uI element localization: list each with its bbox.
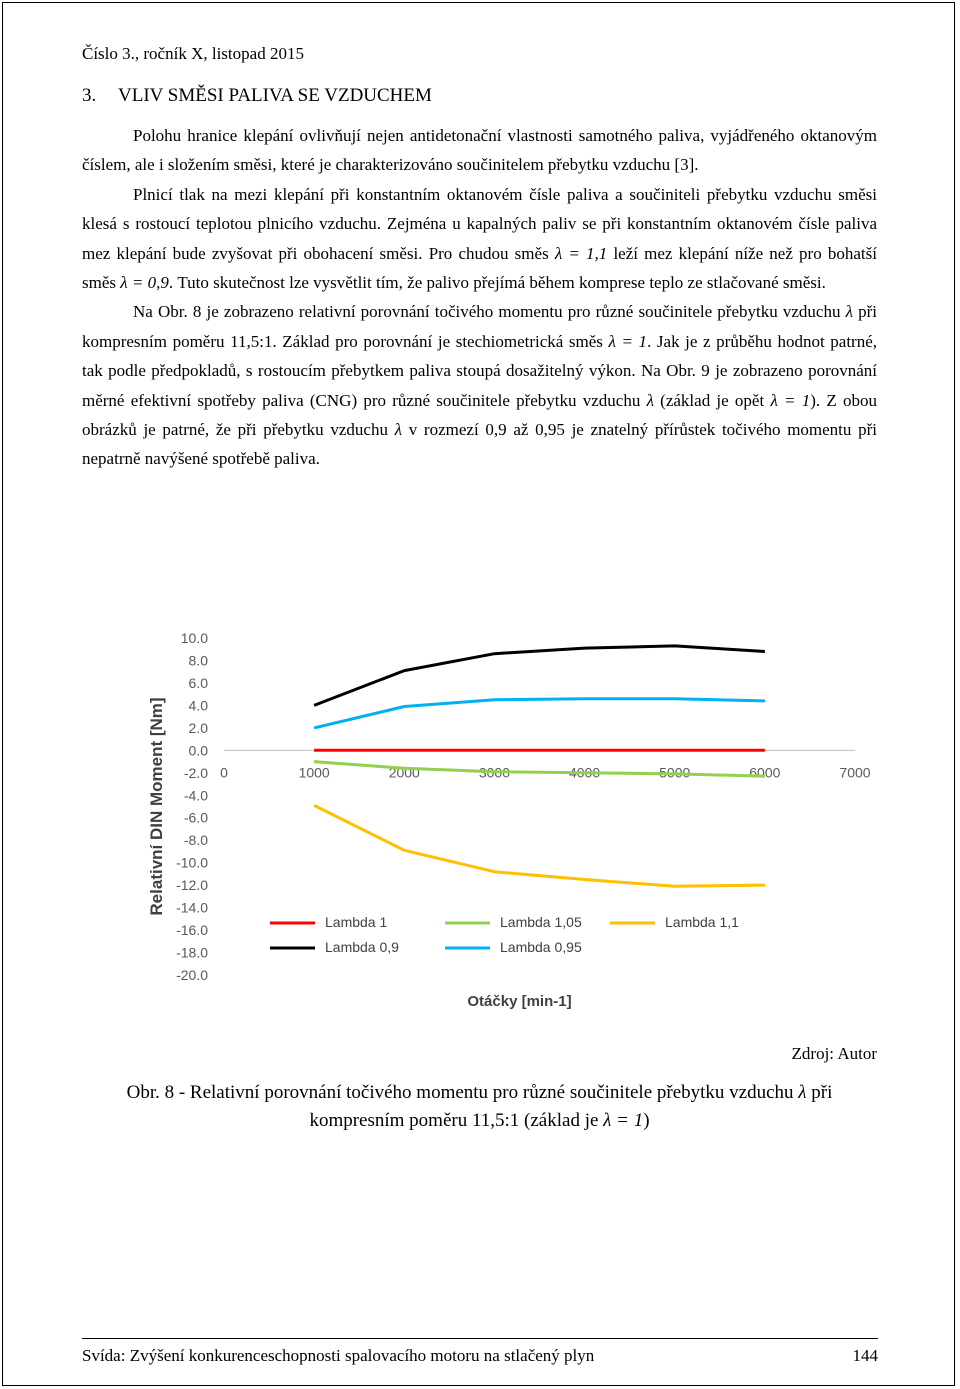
lambda-symbol: λ xyxy=(798,1082,807,1103)
text-run: Obr. 8 - Relativní porovnání točivého momentu pro různé součinitele přebytku vzduchu xyxy=(126,1082,799,1103)
text-run: ). Z obou obrázků je patrné, že při přebytku vzduchu xyxy=(82,390,877,440)
lambda-symbol: λ xyxy=(394,420,403,440)
x-tick-label: 5000 xyxy=(659,764,691,781)
text-run: ) xyxy=(643,1110,650,1131)
y-tick-label: 4.0 xyxy=(188,697,208,714)
text-run: Na Obr. 8 je zobrazeno relativní porovnání točivého momentu pro různé součinitele přebytku vzduchu xyxy=(133,302,846,322)
series-line xyxy=(314,805,765,886)
x-tick-label: 0 xyxy=(220,764,228,781)
text-run: (základ je opět xyxy=(653,390,771,410)
figure-caption xyxy=(82,1079,877,1135)
y-tick-label: -16.0 xyxy=(176,922,208,939)
y-tick-label: -6.0 xyxy=(183,809,208,826)
lambda-symbol: λ xyxy=(646,390,654,410)
torque-chart xyxy=(140,620,880,1030)
section-number: 3. xyxy=(82,85,97,106)
paragraph-3 xyxy=(82,297,877,473)
text-run: při kompresním poměru 11,5:1. Základ pro porovnání je stechiometrická směs xyxy=(82,302,877,351)
x-tick-label: 7000 xyxy=(839,764,871,781)
text-run: . Jak je z průběhu hodnot patrné, tak podle předpokladů, s rostoucím přebytkem paliva stoupá dosažitelný výkon. Na Obr. 9 je zobrazeno porovnání měrné efektivní spotřeby paliva (CNG) pro různé součinitele přebytku vzduchu xyxy=(82,331,877,410)
legend-label: Lambda 0,9 xyxy=(325,939,399,955)
text-run: . Tuto skutečnost lze vysvětlit tím, že palivo přejímá během komprese teplo ze stlačované směsi. xyxy=(168,273,826,293)
legend-label: Lambda 1,05 xyxy=(500,914,582,930)
x-tick-label: 3000 xyxy=(478,764,511,781)
footer-text: Svída: Zvýšení konkurenceschopnosti spalovacího motoru na stlačený plyn xyxy=(82,1346,595,1365)
x-tick-label: 4000 xyxy=(568,764,601,781)
series-line xyxy=(314,646,765,706)
y-axis-label: Relativní DIN Moment [Nm] xyxy=(147,697,166,916)
text-run: při kompresním poměru 11,5:1 (základ je xyxy=(309,1082,833,1131)
series-line xyxy=(314,699,765,728)
y-tick-label: -4.0 xyxy=(183,787,208,804)
lambda-value: λ = 0,9 xyxy=(120,273,169,293)
running-footer xyxy=(82,1346,878,1366)
y-tick-label: 2.0 xyxy=(188,719,208,736)
y-tick-label: -18.0 xyxy=(176,944,208,961)
legend-label: Lambda 1,1 xyxy=(665,914,739,930)
lambda-value: λ = 1 xyxy=(608,331,648,351)
page-number: 144 xyxy=(852,1346,878,1365)
x-tick-label: 6000 xyxy=(749,764,781,781)
text-run: v rozmezí 0,9 až 0,95 je znatelný přírůstek točivého momentu při nepatrně navýšené spotřebě paliva. xyxy=(82,420,877,469)
y-tick-label: -10.0 xyxy=(176,854,208,871)
x-tick-label: 2000 xyxy=(388,764,420,781)
text-run: leží mez klepání níže než pro bohatší směs xyxy=(82,243,877,293)
lambda-value: λ = 1,1 xyxy=(554,243,608,263)
y-tick-label: 10.0 xyxy=(180,630,208,646)
figure-source: Zdroj: Autor xyxy=(791,1044,877,1063)
y-tick-label: 6.0 xyxy=(188,674,208,691)
section-heading xyxy=(82,85,432,107)
y-tick-label: -12.0 xyxy=(176,877,208,894)
y-tick-label: 8.0 xyxy=(188,652,208,669)
section-title: VLIV SMĚSI PALIVA SE VZDUCHEM xyxy=(118,85,432,106)
legend-label: Lambda 1 xyxy=(325,914,388,930)
legend-label: Lambda 0,95 xyxy=(500,939,582,955)
series-line xyxy=(314,762,765,777)
paragraph-2 xyxy=(82,180,877,298)
x-tick-label: 1000 xyxy=(298,764,330,781)
footer-rule xyxy=(82,1338,878,1339)
text-run: Plnicí tlak na mezi klepání při konstantním oktanovém čísle paliva a součiniteli přebytku vzduchu směsi klesá s rostoucí teplotou plnicího vzduchu. Zejména u kapalných paliv se při konstantním oktanovém čísle paliva mez klepání bude zvyšovat při obohacení směsi. Pro chudou směs xyxy=(82,184,877,263)
y-tick-label: -8.0 xyxy=(183,832,208,849)
body-text xyxy=(82,121,877,474)
running-header: Číslo 3., ročník X, listopad 2015 xyxy=(82,44,304,63)
y-tick-label: -20.0 xyxy=(176,967,208,983)
y-tick-label: 0.0 xyxy=(188,742,208,759)
y-tick-label: -2.0 xyxy=(183,764,208,781)
y-tick-label: -14.0 xyxy=(176,899,208,916)
paragraph-1: Polohu hranice klepání ovlivňují nejen antidetonační vlastnosti samotného paliva, vyjádřeného oktanovým číslem, ale i složením směsi, které je charakterizováno součinitelem přebytku vzduchu [3]. xyxy=(82,126,877,175)
lambda-symbol: λ xyxy=(845,302,853,322)
lambda-value: λ = 1 xyxy=(603,1110,644,1131)
lambda-value: λ = 1 xyxy=(770,390,811,410)
x-axis-label: Otáčky [min-1] xyxy=(467,993,572,1010)
